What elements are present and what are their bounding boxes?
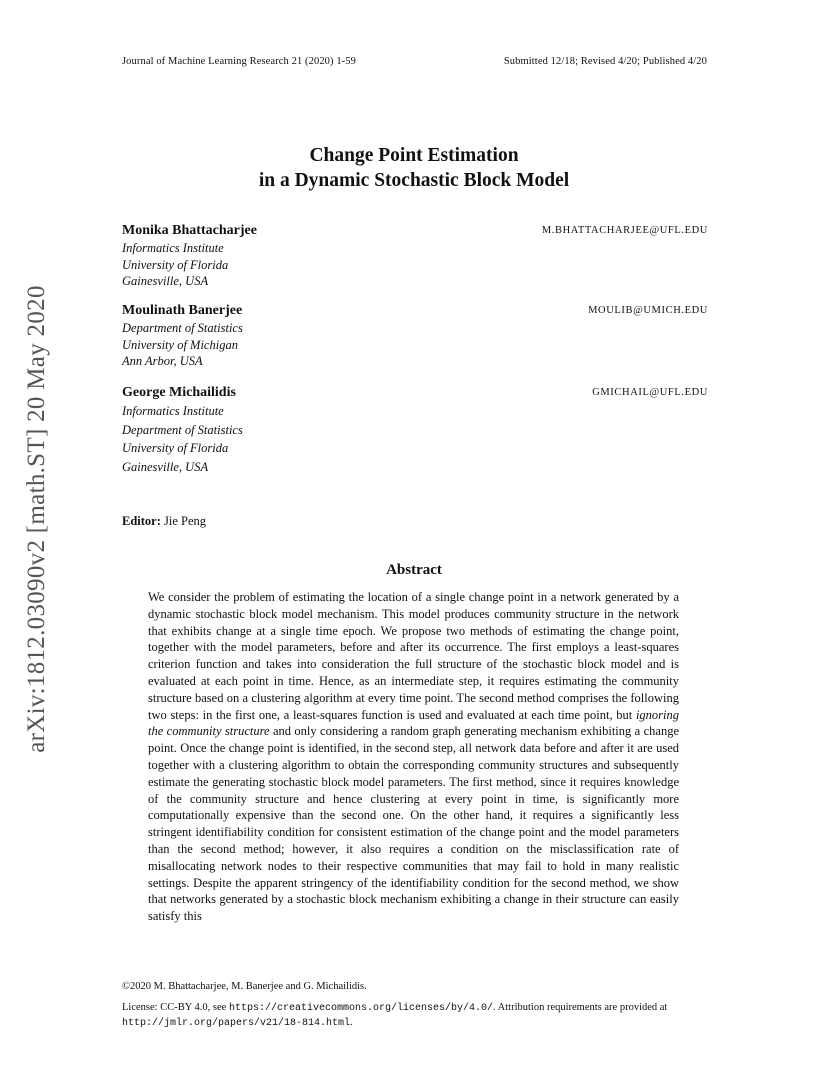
author-email[interactable]: GMICHAIL@UFL.EDU (592, 387, 708, 398)
abstract-heading: Abstract (386, 562, 442, 578)
author-block (122, 384, 708, 476)
author-email[interactable]: MOULIB@UMICH.EDU (588, 305, 708, 316)
license-note (122, 1001, 708, 1031)
abstract-emphasis: ignoring the community structure (148, 707, 679, 739)
affiliation-line: Department of Statistics (122, 321, 243, 335)
submission-dates: Submitted 12/18; Revised 4/20; Published 4/20 (503, 56, 707, 67)
abstract-text: and only considering a random graph generating mechanism exhibiting a change point. Once the change point is identified, in the second step, all network data before and after it are used together with a clustering algorithm to obtain the corresponding community structures and subsequently estimate the generating stochastic block model parameters. The first method, since it requires knowledge of the community structure and hence clustering at every point in time, is significantly more computationally expensive than the second one. On the other hand, it requires a significantly less stringent identifiability condition for consistent estimation of the change point and the model parameters than the second method; however, it also requires a condition on the misclassification rate of misallocating network nodes to their respective communities that may fail to hold in many realistic settings. Despite the apparent stringency of the identifiability condition for the second method, we show that networks generated by a stochastic block mechanism exhibiting a change in their structure can easily satisfy this (148, 724, 679, 924)
title-line-2: in a Dynamic Stochastic Block Model (258, 170, 570, 191)
affiliation-line: Gainesville, USA (122, 459, 209, 474)
author-name: Monika Bhattacharjee (122, 223, 257, 238)
author-name: Moulinath Banerjee (122, 303, 243, 318)
affiliation-line: Informatics Institute (122, 404, 224, 418)
arxiv-sidebar (24, 264, 50, 774)
paper-link[interactable]: http://jmlr.org/papers/v21/18-814.html (122, 1018, 351, 1029)
title-line-1: Change Point Estimation (309, 145, 519, 166)
abstract-text: We consider the problem of estimating the location of a single change point in a network generated by a dynamic stochastic block model mechanism. This model produces community structure in the network that exhibits change at a single time epoch. We propose two methods of estimating the change point, together with the model parameters, before and after its occurrence. The first employs a least-squares criterion function and takes into consideration the full structure of the stochastic block model and is evaluated at each point in time. Hence, as an intermediate step, it requires estimating the community structure based on a clustering algorithm at every time point. The second method comprises the following two steps: in the first one, a least-squares function is used and evaluated at each time point, but (148, 590, 679, 722)
affiliation-line: University of Florida (122, 441, 229, 455)
author-email[interactable]: M.BHATTACHARJEE@UFL.EDU (541, 225, 708, 236)
author-name: George Michailidis (122, 385, 236, 400)
paper-title (0, 143, 828, 193)
affiliation-line: University of Michigan (122, 337, 238, 352)
license-link[interactable]: https://creativecommons.org/licenses/by/4.0/ (228, 1003, 493, 1014)
affiliation-line: Informatics Institute (122, 241, 224, 255)
editor-line (122, 514, 206, 529)
license-end: . (350, 1017, 353, 1028)
editor-label: Editor: (122, 514, 161, 528)
author-block (122, 302, 708, 370)
journal-header: Journal of Machine Learning Research 21 (2020) 1-59 (122, 56, 356, 67)
license-prefix: License: CC-BY 4.0, see (122, 1002, 227, 1013)
affiliation-line: Ann Arbor, USA (122, 354, 203, 368)
affiliation-line: Gainesville, USA (122, 274, 209, 288)
affiliation-line: Department of Statistics (122, 422, 243, 437)
abstract-body (148, 589, 679, 925)
affiliation-line: University of Florida (122, 257, 229, 272)
license-mid: . Attribution requirements are provided at (492, 1002, 668, 1013)
author-block (122, 222, 708, 290)
editor-name: Jie Peng (164, 514, 207, 528)
arxiv-identifier[interactable]: arXiv:1812.03090v2 [math.ST] 20 May 2020 (23, 285, 50, 753)
copyright-line: ©2020 M. Bhattacharjee, M. Banerjee and G. Michailidis. (122, 981, 367, 992)
